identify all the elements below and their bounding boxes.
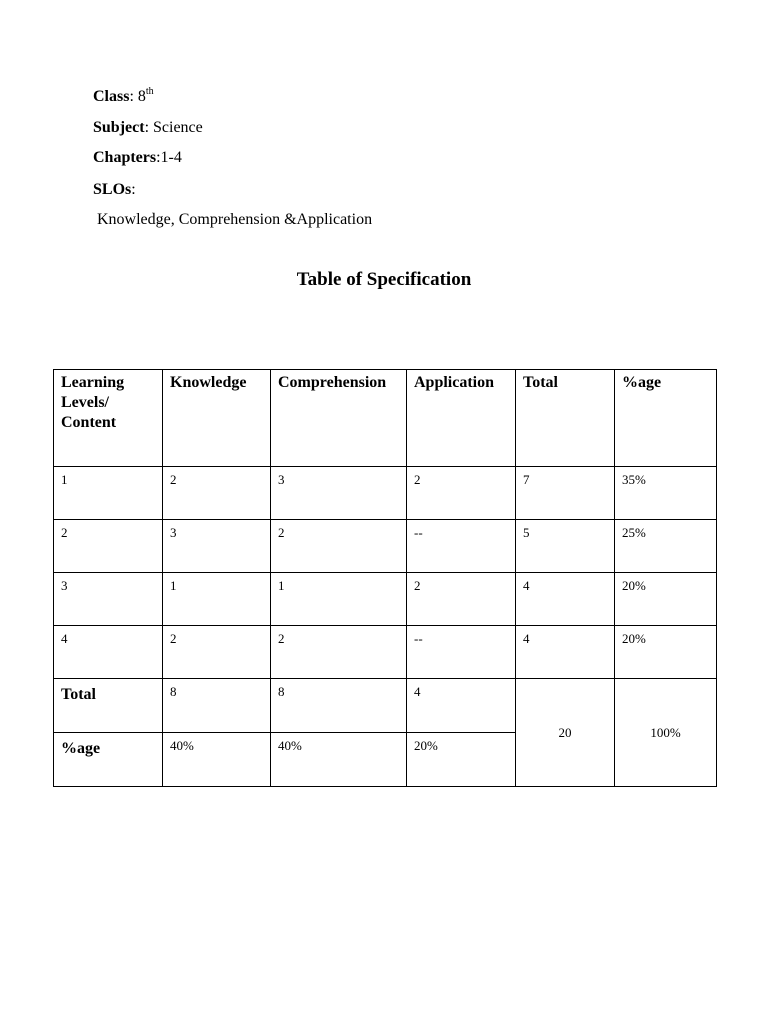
table-cell: 25% [615,520,717,573]
table-cell: 4 [516,573,615,626]
table-cell: 8 [163,679,271,733]
subject-label: Subject [93,119,145,136]
header-cell: Total [516,370,615,467]
table-row [54,626,717,679]
class-value: : 8 [129,88,146,105]
slos-label: SLOs [93,181,132,198]
table-row [54,520,717,573]
table-cell: 20% [615,626,717,679]
class-line [93,87,154,107]
slos-text: Knowledge, Comprehension &Application [97,211,373,228]
grand-total-cell: 20 [516,679,615,787]
percent-label: %age [54,733,163,787]
table-cell: -- [407,520,516,573]
table-cell: 2 [271,626,407,679]
chapters-label: Chapters [93,149,157,166]
total-label: Total [54,679,163,733]
grand-percent-cell: 100% [615,679,717,787]
slos-colon: : [131,181,136,198]
specification-table [53,369,717,787]
table-cell: 1 [163,573,271,626]
chapters-value: :1-4 [156,149,182,166]
header-cell: Comprehension [271,370,407,467]
table-cell: 1 [54,467,163,520]
table-row [54,573,717,626]
table-cell: 4 [54,626,163,679]
table-cell: -- [407,626,516,679]
table-cell: 3 [271,467,407,520]
table-cell: 40% [163,733,271,787]
table-cell: 40% [271,733,407,787]
header-cell: Learning Levels/ Content [54,370,163,467]
table-cell: 20% [615,573,717,626]
table-cell: 2 [163,467,271,520]
header-cell: %age [615,370,717,467]
table-cell: 20% [407,733,516,787]
class-superscript: th [145,86,154,97]
table-cell: 3 [54,573,163,626]
subject-line [93,118,203,138]
table-cell: 3 [163,520,271,573]
table-cell: 2 [271,520,407,573]
table-cell: 5 [516,520,615,573]
table-cell: 2 [163,626,271,679]
table-header-row [54,370,717,467]
table-row [54,467,717,520]
document-title: Table of Specification [296,269,472,290]
table-cell: 8 [271,679,407,733]
table-cell: 7 [516,467,615,520]
total-row [54,679,717,733]
class-label: Class [93,88,130,105]
subject-value: : Science [144,119,203,136]
table-cell: 4 [407,679,516,733]
table-cell: 35% [615,467,717,520]
chapters-line [93,148,182,168]
header-cell: Knowledge [163,370,271,467]
table-cell: 2 [54,520,163,573]
table-cell: 2 [407,573,516,626]
slos-line [93,180,136,200]
table-cell: 1 [271,573,407,626]
table-cell: 4 [516,626,615,679]
table-cell: 2 [407,467,516,520]
header-cell: Application [407,370,516,467]
